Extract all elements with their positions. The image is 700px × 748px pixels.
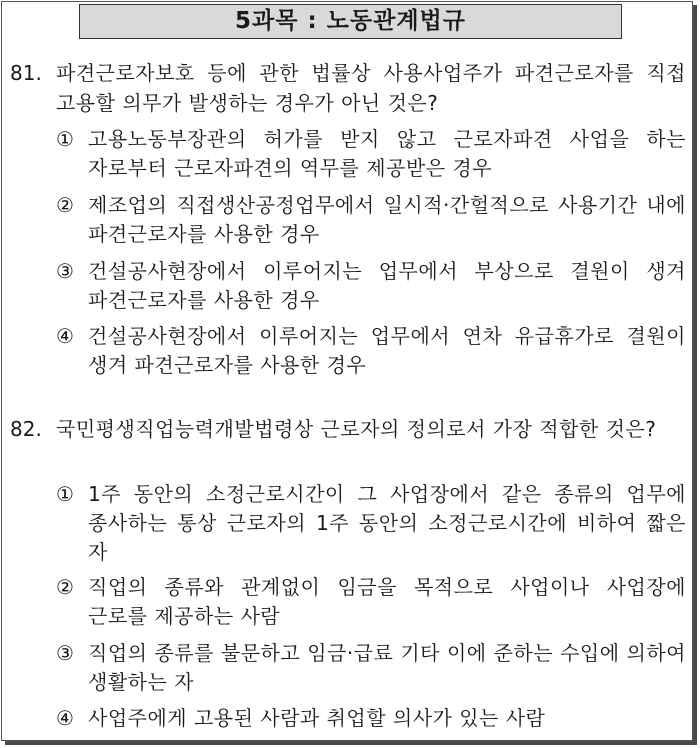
question-81	[10, 58, 686, 118]
question-82-option-2	[56, 573, 686, 631]
option-marker: ①	[56, 127, 74, 151]
section-title: 5과목 : 노동관계법규	[79, 4, 622, 39]
option-text: 고용노동부장관의 허가를 받지 않고 근로자파견 사업을 하는 자로부터 근로자파견의 역무를 제공받은 경우	[88, 127, 686, 180]
option-marker: ①	[56, 482, 74, 506]
option-text: 1주 동안의 소정근로시간이 그 사업장에서 같은 종류의 업무에 종사하는 통상 근로자의 1주 동안의 소정근로시간에 비하여 짧은 자	[88, 482, 686, 564]
question-number: 82.	[10, 417, 42, 441]
question-81-option-2	[56, 191, 686, 249]
question-81-option-4	[56, 322, 686, 380]
option-text: 사업주에게 고용된 사람과 취업할 의사가 있는 사람	[88, 706, 546, 730]
option-marker: ④	[56, 324, 74, 348]
question-82-option-1	[56, 480, 686, 567]
question-81-option-3	[56, 257, 686, 315]
option-marker: ③	[56, 641, 74, 665]
option-text: 직업의 종류를 불문하고 임금·급료 기타 이에 준하는 수입에 의하여 생활하는 자	[88, 641, 686, 694]
option-marker: ③	[56, 259, 74, 283]
question-text: 국민평생직업능력개발법령상 근로자의 정의로서 가장 적합한 것은?	[56, 417, 657, 441]
question-82	[10, 414, 686, 444]
question-82-option-3	[56, 639, 686, 697]
option-text: 건설공사현장에서 이루어지는 업무에서 부상으로 결원이 생겨 파견근로자를 사용한 경우	[88, 259, 686, 312]
question-82-option-4	[56, 704, 686, 733]
option-text: 건설공사현장에서 이루어지는 업무에서 연차 유급휴가로 결원이 생겨 파견근로자를 사용한 경우	[88, 324, 686, 377]
option-marker: ②	[56, 575, 74, 599]
option-text: 직업의 종류와 관계없이 임금을 목적으로 사업이나 사업장에 근로를 제공하는 사람	[88, 575, 686, 628]
question-number: 81.	[10, 61, 42, 85]
option-marker: ④	[56, 706, 74, 730]
option-text: 제조업의 직접생산공정업무에서 일시적·간헐적으로 사용기간 내에 파견근로자를 사용한 경우	[88, 193, 686, 246]
question-81-option-1	[56, 125, 686, 183]
option-marker: ②	[56, 193, 74, 217]
question-text: 파견근로자보호 등에 관한 법률상 사용사업주가 파견근로자를 직접 고용할 의무가 발생하는 경우가 아닌 것은?	[56, 61, 686, 115]
